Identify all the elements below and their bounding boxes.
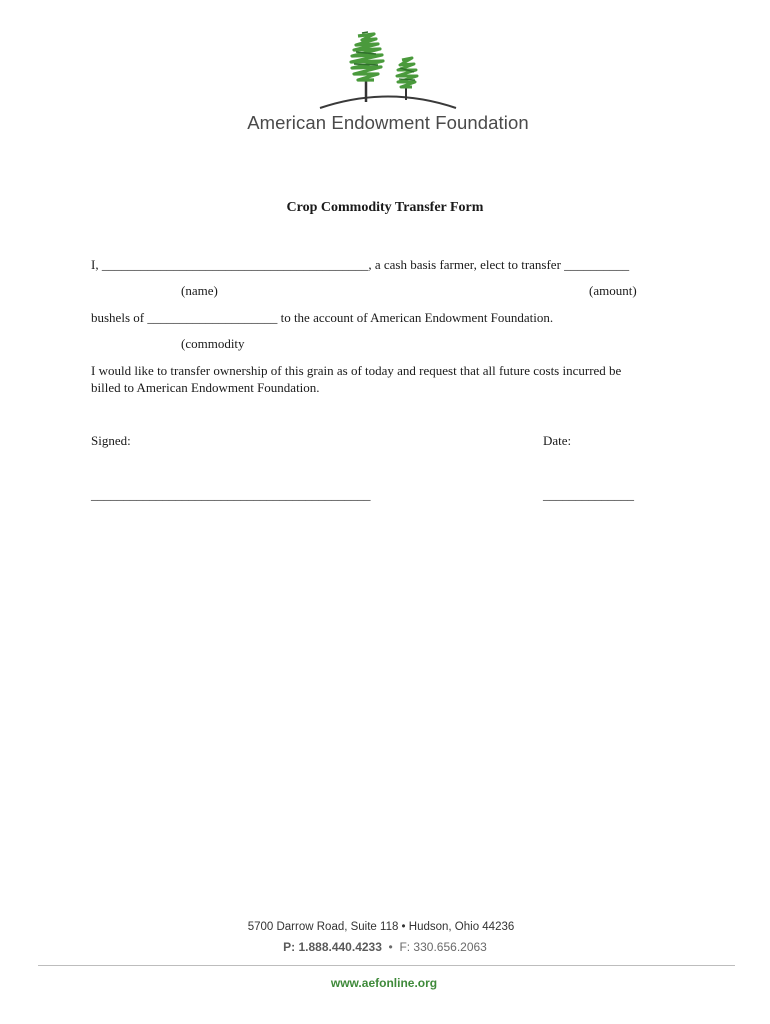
footer-fax: F: 330.656.2063	[399, 940, 487, 954]
transfer-paragraph-line2: billed to American Endowment Foundation.	[91, 380, 320, 395]
commodity-label: (commodity	[181, 336, 245, 351]
date-label: Date:	[543, 433, 572, 448]
date-field[interactable]: ______________	[543, 487, 634, 502]
footer-contact	[0, 940, 770, 954]
org-name: American Endowment Foundation	[247, 112, 529, 133]
footer-divider	[38, 965, 735, 966]
transfer-paragraph-line1: I would like to transfer ownership of this grain as of today and request that all future costs incurred be	[91, 363, 622, 378]
footer-separator: •	[381, 940, 400, 954]
tree-logo-icon	[318, 30, 458, 115]
footer-website-link[interactable]: www.aefonline.org	[330, 976, 438, 990]
bushels-line[interactable]: bushels of ____________________ to the account of American Endowment Foundation.	[91, 310, 554, 325]
name-label: (name)	[181, 283, 218, 298]
logo	[0, 30, 770, 140]
footer-phone: P: 1.888.440.4233	[283, 940, 382, 954]
signature-field[interactable]: ___________________________________________	[91, 487, 371, 502]
name-transfer-line[interactable]: I, _________________________________________, a cash basis farmer, elect to transfer __________	[91, 257, 630, 272]
form-title: Crop Commodity Transfer Form	[286, 200, 484, 215]
footer-address: 5700 Darrow Road, Suite 118 • Hudson, Ohio 44236	[247, 921, 515, 933]
amount-label: (amount)	[589, 283, 637, 298]
signed-label: Signed:	[91, 433, 131, 448]
